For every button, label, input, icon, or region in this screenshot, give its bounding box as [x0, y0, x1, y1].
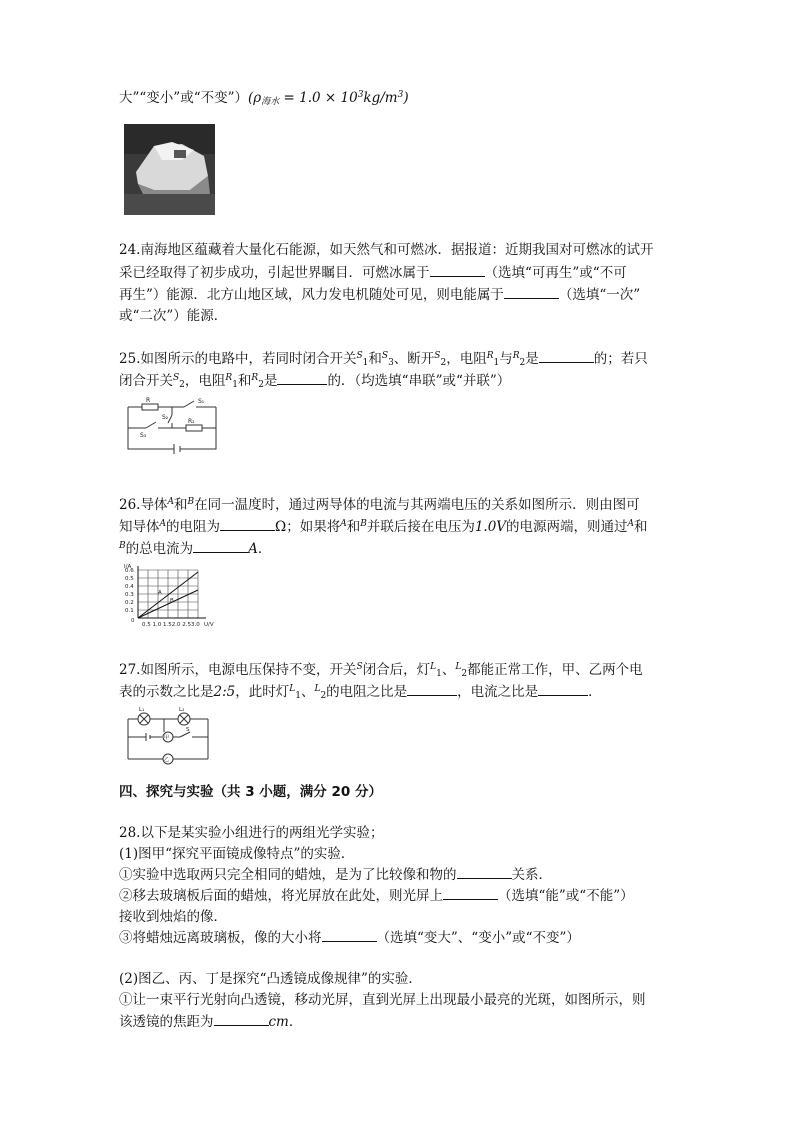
q28-line3: ①实验中选取两只完全相同的蜡烛，是为了比较像和物的 关系． [119, 867, 552, 883]
line-label-B: B [170, 598, 174, 604]
q27-line1: 27.如图所示，电源电压保持不变，开关$^S$闭合后，灯$^L_1$、$^L_2$都能正常工作，甲、乙两个电 [119, 662, 643, 679]
answer-blank[interactable] [538, 682, 588, 696]
meter-yi: 乙 [164, 757, 170, 763]
label-S1: S₁ [198, 398, 205, 405]
meter-jia: 甲 [164, 735, 170, 741]
svg-text:0.6: 0.6 [125, 568, 134, 574]
q28-line1: 28.以下是某实验小组进行的两组光学实验； [119, 825, 384, 841]
q27-line2: 表的示数之比是2:5，此时灯$^L_1$、$^L_2$的电阻之比是 ，电流之比是 ． [119, 684, 602, 701]
answer-blank[interactable] [457, 865, 512, 879]
q24-line2: 采已经取得了初步成功，引起世界瞩目．可燃冰属于 （选填“可再生”或“不可 [119, 265, 627, 281]
q28-line8: ①让一束平行光射向凸透镜，移动光屏，直到光屏上出现最小最亮的光斑，如图所示，则 [119, 992, 646, 1008]
answer-blank[interactable] [277, 371, 327, 385]
axis-label-y: I/A [124, 564, 132, 570]
density-formula: $(\rho_{海水} = 1.0 \times 10^3kg/m^3)$ [248, 90, 409, 107]
iceberg-photo [124, 124, 215, 215]
svg-text:0.4: 0.4 [125, 584, 134, 590]
q26-line2: 知导体$^A$的电阻为 Ω；如果将$^A$和$^B$并联后接在电压为1.0V的电源两端，则通过$^A$和 [119, 519, 648, 535]
q26-line1: 26.导体$^A$和$^B$在同一温度时，通过两导体的电流与其两端电压的关系如图所示．则由图可 [119, 497, 640, 513]
q24-line3: 再生”）能源．北方山地区域，风力发电机随处可见，则电能属于 （选填“一次” [119, 287, 641, 303]
circuit-figure-q25 [124, 395, 220, 455]
answer-blank[interactable] [214, 1012, 269, 1026]
answer-blank[interactable] [443, 886, 498, 900]
answer-blank[interactable] [193, 539, 248, 553]
answer-blank[interactable] [504, 285, 559, 299]
q28-line6: ③将蜡烛远离玻璃板，像的大小将 （选填“变大”、“变小”或“不变”） [119, 930, 580, 946]
q25-line2: 闭合开关$^S_2$，电阻$^R_1$和$^R_2$是 的．（均选填“串联”或“并联”） [119, 373, 511, 390]
answer-blank[interactable] [220, 517, 275, 531]
lamp-label-L1: L₁ [139, 707, 145, 713]
axis-label-x: U/V [204, 622, 214, 628]
lamp-label-L2: L₂ [179, 707, 185, 713]
switch-label-S: S [186, 727, 190, 733]
label-R: R [146, 397, 151, 404]
answer-blank[interactable] [539, 349, 594, 363]
q28-line2: (1)图甲“探究平面镜成像特点”的实验． [119, 846, 355, 862]
label-R2: R₂ [188, 418, 195, 425]
answer-blank[interactable] [430, 263, 485, 277]
section-heading: 四、探究与实验（共 3 小题，满分 20 分） [119, 784, 382, 800]
iv-graph-q26 [118, 562, 222, 630]
q28-line5: 接收到烛焰的像． [119, 909, 227, 925]
svg-text:0.2: 0.2 [125, 600, 134, 606]
answer-blank[interactable] [322, 928, 377, 942]
q25-line1: 25.如图所示的电路中，若同时闭合开关$^S_1$和$^S_3$、断开$^S_2$，电阻$^R_1$与$^R_2$是 的；若只 [119, 351, 648, 368]
answer-blank[interactable] [407, 682, 457, 696]
q28-line9: 该透镜的焦距为 cm． [119, 1014, 303, 1030]
label-S3: S₃ [140, 432, 147, 439]
svg-text:0.1: 0.1 [125, 608, 134, 614]
q24-line4: 或“二次”）能源． [119, 308, 228, 324]
line-label-A: A [158, 590, 162, 596]
svg-text:0.5: 0.5 [125, 576, 134, 582]
q26-line3: $^B$的总电流为 A． [119, 541, 272, 557]
q28-line4: ②移去玻璃板后面的蜡烛，将光屏放在此处，则光屏上 （选填“能”或“不能”） [119, 888, 634, 904]
label-S2: S₂ [162, 414, 169, 421]
y-ticks [125, 568, 135, 624]
q28-line7: (2)图乙、丙、丁是探究“凸透镜成像规律”的实验． [119, 971, 422, 987]
q24-line1: 24.南海地区蕴藏着大量化石能源，如天然气和可燃冰．据报道：近期我国对可燃冰的试开 [119, 242, 654, 258]
svg-text:0.3: 0.3 [125, 592, 134, 598]
x-ticks: 0.5 1.0 1.52.0 2.53.0 [142, 622, 200, 628]
q23-tail: 大”“变小”或“不变$”)(\rho_{海水} = 1.0 \times 10^3kg/m^3)$ [119, 90, 409, 107]
circuit-figure-q27 [124, 705, 212, 767]
svg-text:0: 0 [131, 618, 135, 624]
